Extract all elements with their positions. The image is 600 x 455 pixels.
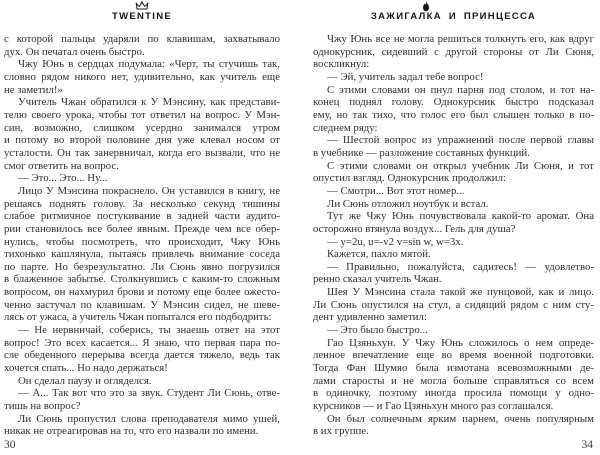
text-line: Ли Сюнь пропустил слова преподавателя мимо ушей, [18,412,280,425]
text-line: смог ответить на вопрос. [4,159,119,172]
text-line: — Смотри... Вот этот номер... [327,184,465,197]
text-line: в учебнике — разложение составных функций. [313,146,530,159]
text-line: С этими словами он пнул парня под столом, и тот на- [327,83,594,96]
text-line: Учитель Чжан обратился к У Мэнсину, как представи- [18,96,280,109]
text-line: хочется спать... Но надо держаться! [4,362,168,375]
text-line: нулись, чтобы посмотреть, что происходит, Чжу Юнь [4,235,280,248]
right-running-title: ЗАЖИГАЛКА И ПРИНЦЕССА [370,11,537,22]
text-line: — Правильно, пожалуйста, садитесь! — удовлетво- [327,260,594,273]
text-line: с которой пальцы ударяли по клавишам, захватывало [4,33,280,45]
text-line: — y=2u, u=-v2 v=sin w, w=3x. [327,235,464,248]
text-line: вопрос! Это всех касается... Я знаю, что первая пара по- [4,336,280,349]
text-line: — А... Так вот что это за звук. Студент Ли Сюнь, отве- [18,387,280,400]
text-line: усталости. Он так занервничал, когда его вызвали, что не [4,146,280,159]
text-line: опустил взгляд. Однокурсник продолжил: [313,172,506,185]
text-line: С этими словами он открыл учебник Ли Сюня, и тот [327,159,594,172]
right-page-text [313,33,594,438]
text-line: — Не нервничай, соберись, ты знаешь ответ на этот [18,324,280,337]
text-line: слабое ритмичное постукивание в задней части аудито- [4,210,280,223]
left-page-header [4,0,280,33]
text-line: ему, но так тихо, что голос его был слышен только в по- [313,108,594,121]
text-line: в одиночку, поэтому иногда просила помощи у одно- [313,387,594,400]
text-line: ренно сказал учитель Чжан. [313,273,442,286]
text-line: — Это было быстро... [327,324,428,337]
text-line: лясь от ужаса, а учитель Чжан попытался его подбодрить: [4,311,272,324]
text-line: не заметил!» [4,83,63,96]
text-line: син, возможно, слишком усердно занимался утром [4,121,280,134]
text-line: — Эй, учитель задал тебе вопрос! [327,70,484,83]
right-page-header [313,0,594,33]
text-line: тишь на вопрос? [4,400,81,413]
text-line: Тут же Чжу Юнь почувствовала какой-то аромат. Она [327,210,594,223]
text-line: никак не отреагировав на то, что его назвали по имени. [4,425,259,438]
text-line: и потому во второй половине дня уже клевал носом от [4,134,280,147]
text-line: ленное впечатление еще во время военной подготовки. [313,349,594,362]
text-line: однокурсник, сидевший с другой стороны от Ли Сюня, [313,45,594,58]
text-line: следнем ряду: [313,121,378,134]
text-line: Он сделал паузу и огляделся. [18,374,152,387]
text-line: конец поднял голову. Однокурсник быстро подсказал [313,96,594,109]
text-line: решаясь поднять голову. За несколько секунд тишины [4,197,280,210]
text-line: — Это... Это... Ну... [18,172,108,185]
left-page-number: 30 [4,439,16,451]
text-line: сле обеденного перерыва всегда дается тяжело, ведь так [4,349,280,362]
page-right [300,0,600,455]
text-line: Шея У Мэнсина стала такой же пунцовой, как и лицо. [327,286,594,299]
text-line: словно рядом никого нет, удивительно, как учитель еще [4,70,280,83]
right-page-number: 34 [581,439,593,451]
text-line: Он был солнечным ярким парнем, очень популярным [327,412,594,425]
text-line: Лицо У Мэнсина покраснело. Он уставился в книгу, не [18,184,280,197]
text-line: рии становилось все более явным. Прежде чем все обер- [4,222,280,235]
text-line: лами старосты и не могла больше справляться со всем [313,374,594,387]
left-running-title: TWENTINE [111,11,172,22]
text-line: в блаженное забытье. Столкнувшись с каким-то сложным [4,273,280,286]
text-line: вопросом, он нахмурил брови и потому еще более ожесто- [4,286,280,299]
text-line: Гао Цзяньхун. У Чжу Юнь сложилось о нем опреде- [327,336,594,349]
text-line: курсников — и Гао Цзяньхун много раз соглашался. [313,400,554,413]
text-line: дент удивленно заметил: [313,311,427,324]
left-page-text [4,33,280,438]
text-line: Чжу Юнь в сердцах подумала: «Черт, ты стучишь так, [18,58,280,71]
text-line: Ли Сюнь опустился на стул, а сидящий рядом с ним сту- [313,298,594,311]
text-line: тихонько кашлянула, пытаясь привлечь внимание соседа [4,248,280,261]
text-line: телю своего урока, чтобы тот ответил на вопрос. У Мэн- [4,108,280,121]
text-line: Чжу Юнь все не могла решиться толкнуть его, как вдруг [327,33,594,45]
text-line: по парте. Но безрезультатно. Ли Сюнь явно погрузился [4,260,280,273]
text-line: Кажется, пахло мятой. [327,248,431,261]
text-line: ченно застучал по клавишам. У Мэнсин сидел, не шеве- [4,298,280,311]
text-line: воскликнул: [313,58,370,71]
text-line: осторожно втянула воздух... Гель для душа? [313,222,516,235]
text-line: Тогда Фан Шумяо была измотана всевозможными де- [313,362,594,375]
text-line: в их группе. [313,425,369,438]
text-line: дух. Он печатал очень быстро. [4,45,145,58]
text-line: Ли Сюнь отложил ноутбук и встал. [327,197,489,210]
crown-icon [4,1,280,10]
text-line: — Шестой вопрос из упражнений после первой главы [327,134,594,147]
